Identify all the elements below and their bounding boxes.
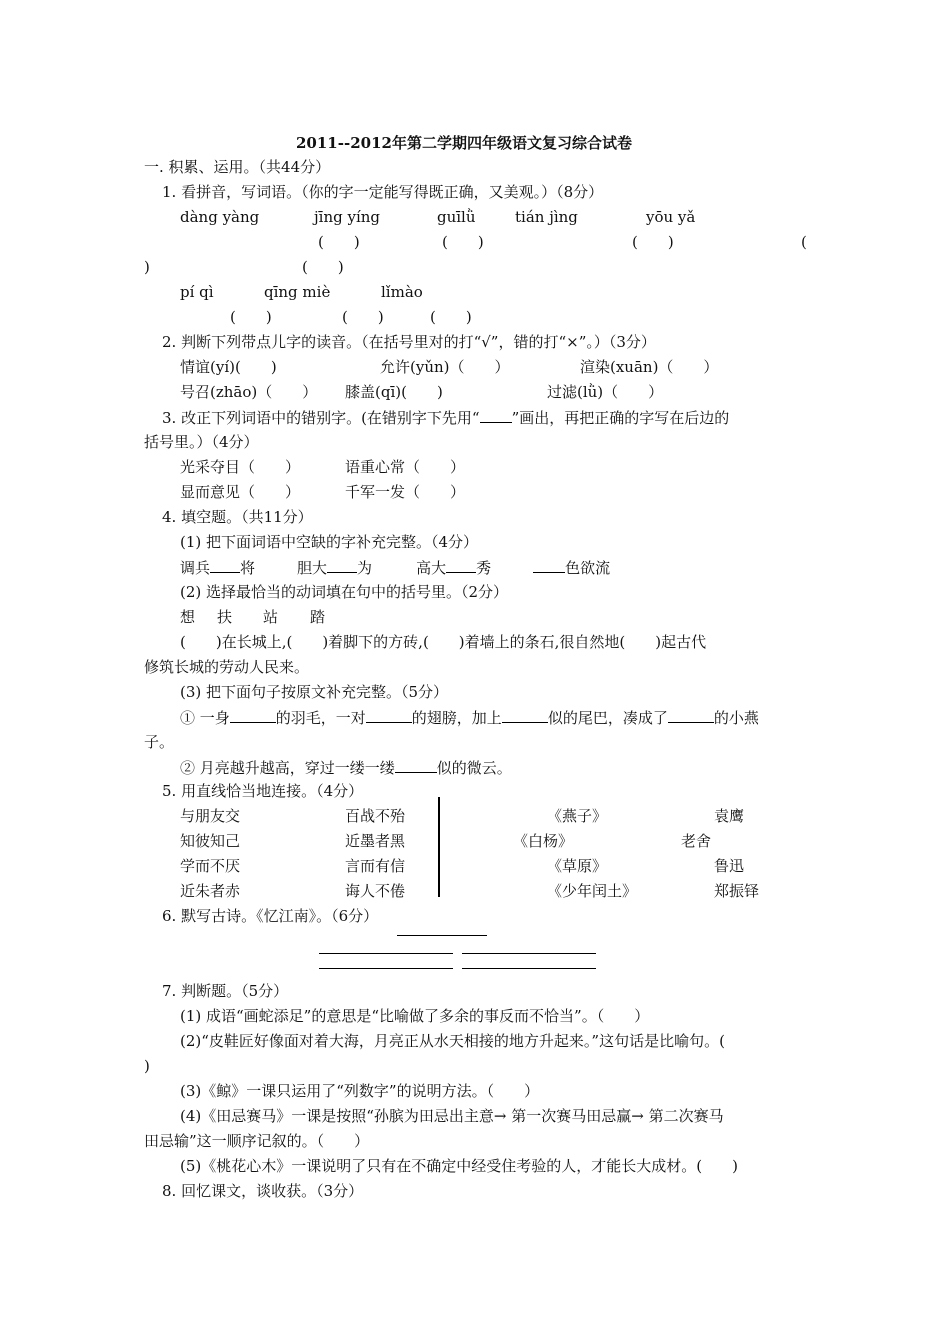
q4-heading: 4. 填空题。（共11分） [162, 508, 313, 526]
answer-bracket[interactable]: ( ) [342, 308, 384, 326]
judgement-item: (1) 成语“画蛇添足”的意思是“比喻做了多余的事反而不恰当”。（ ） [180, 1007, 650, 1025]
pinyin-item: yōu yǎ [646, 208, 696, 226]
q6-heading: 6. 默写古诗。《忆江南》。（6分） [162, 907, 379, 925]
q8-heading: 8. 回忆课文，谈收获。（3分） [162, 1182, 364, 1200]
judgement-item: (4)《田忌赛马》一课是按照“孙膑为田忌出主意→ 第一次赛马田忌赢→ 第二次赛马 [180, 1107, 724, 1125]
reading-item: 膝盖(qī)( ) [345, 383, 443, 401]
verb-sentence: ( )在长城上,( )着脚下的方砖,( )着墙上的条石,很自然地( )起古代 [180, 633, 707, 651]
answer-bracket[interactable]: ( ) [632, 233, 674, 251]
judgement-item: (5)《桃花心木》一课说明了只有在不确定中经受住考验的人，才能长大成材。( ) [180, 1157, 738, 1175]
judgement-item-cont: ) [144, 1057, 150, 1075]
pinyin-item: tián jìng [515, 208, 578, 226]
judgement-item: (2)“皮鞋匠好像面对着大海，月亮正从水天相接的地方升起来。”这句话是比喻句。( [180, 1032, 725, 1050]
q1-heading: 1. 看拼音，写词语。（你的字一定能写得既正确，又美观。）（8分） [162, 183, 604, 201]
q2-heading: 2. 判断下列带点儿字的读音。（在括号里对的打“√”，错的打“×”。）（3分） [162, 333, 656, 351]
exam-title: 2011--2012年第二学期四年级语文复习综合试卷 [296, 134, 632, 152]
reading-item: 允许(yǔn)（ ） [380, 358, 510, 376]
proverb-right: 诲人不倦 [345, 882, 406, 900]
reading-item: 情谊(yí)( ) [180, 358, 277, 376]
q3-heading: 3. 改正下列词语中的错别字。(在错别字下先用“ ”画出，再把正确的字写在后边的 [162, 409, 730, 427]
judgement-item: (3)《鲸》一课只运用了“列数字”的说明方法。（ ） [180, 1082, 540, 1100]
verb-option: 想 [180, 608, 196, 626]
reading-item: 号召(zhāo)（ ） [180, 383, 318, 401]
judgement-item-cont: 田忌输”这一顺序记叙的。（ ） [144, 1132, 370, 1150]
proverb-right: 近墨者黑 [345, 832, 406, 850]
poem-line-blank[interactable] [319, 968, 453, 969]
proverb-left: 知彼知己 [180, 832, 241, 850]
poem-line-blank[interactable] [319, 953, 453, 954]
poem-title-blank[interactable] [397, 935, 487, 936]
proverb-left: 与朋友交 [180, 807, 241, 825]
verb-option: 踏 [310, 608, 326, 626]
reading-item: 渲染(xuān)（ ） [580, 358, 719, 376]
answer-bracket[interactable]: ( ) [318, 233, 360, 251]
pinyin-item: lǐmào [381, 283, 423, 301]
section-heading: 一. 积累、运用。（共44分） [144, 158, 331, 176]
author-name: 鲁迅 [714, 857, 745, 875]
answer-bracket[interactable]: ( ) [302, 258, 344, 276]
book-title: 《少年闰土》 [547, 882, 638, 900]
q4-part1-heading: (1) 把下面词语中空缺的字补充完整。（4分） [180, 533, 479, 551]
fill-blank-words: 调兵 将 胆大 为 高大 秀 色欲流 [180, 559, 611, 577]
reading-item: 过滤(lǜ)（ ） [547, 383, 664, 401]
complete-sentence-2: ② 月亮越升越高，穿过一缕一缕 似的微云。 [180, 759, 512, 777]
typo-item: 语重心常（ ） [345, 458, 466, 476]
book-title: 《燕子》 [547, 807, 608, 825]
pinyin-item: jīng yíng [314, 208, 381, 226]
answer-bracket[interactable]: ( ) [442, 233, 484, 251]
answer-bracket-open[interactable]: ( [801, 233, 807, 251]
typo-item: 千军一发（ ） [345, 483, 466, 501]
proverb-left: 学而不厌 [180, 857, 241, 875]
typo-item: 光采夺目（ ） [180, 458, 301, 476]
verb-option: 站 [263, 608, 279, 626]
q7-heading: 7. 判断题。（5分） [162, 982, 289, 1000]
q5-heading: 5. 用直线恰当地连接。（4分） [162, 782, 364, 800]
proverb-right: 言而有信 [345, 857, 406, 875]
book-title: 《草原》 [547, 857, 608, 875]
answer-bracket[interactable]: ( ) [230, 308, 272, 326]
verb-sentence-cont: 修筑长城的劳动人民来。 [144, 658, 310, 676]
pinyin-item: pí qì [180, 283, 214, 301]
pinyin-item: qīng miè [264, 283, 331, 301]
proverb-right: 百战不殆 [345, 807, 406, 825]
pinyin-item: guīlǜ [437, 208, 476, 226]
poem-line-blank[interactable] [462, 968, 596, 969]
verb-option: 扶 [217, 608, 233, 626]
author-name: 郑振铎 [714, 882, 760, 900]
answer-bracket-close[interactable]: ) [144, 258, 150, 276]
complete-sentence-1: ① 一身 的羽毛，一对 的翅膀，加上 似的尾巴，凑成了 的小燕 [180, 709, 759, 727]
typo-item: 显而意见（ ） [180, 483, 301, 501]
q3-heading-cont: 括号里。）（4分） [144, 433, 259, 451]
proverb-left: 近朱者赤 [180, 882, 241, 900]
q4-part3-heading: (3) 把下面句子按原文补充完整。（5分） [180, 683, 449, 701]
author-name: 老舍 [681, 832, 712, 850]
complete-sentence-1-cont: 子。 [144, 733, 175, 751]
answer-bracket[interactable]: ( ) [430, 308, 472, 326]
book-title: 《白杨》 [513, 832, 574, 850]
divider-line [438, 797, 440, 897]
q4-part2-heading: (2) 选择最恰当的动词填在句中的括号里。（2分） [180, 583, 509, 601]
author-name: 袁鹰 [714, 807, 745, 825]
poem-line-blank[interactable] [462, 953, 596, 954]
pinyin-item: dàng yàng [180, 208, 260, 226]
